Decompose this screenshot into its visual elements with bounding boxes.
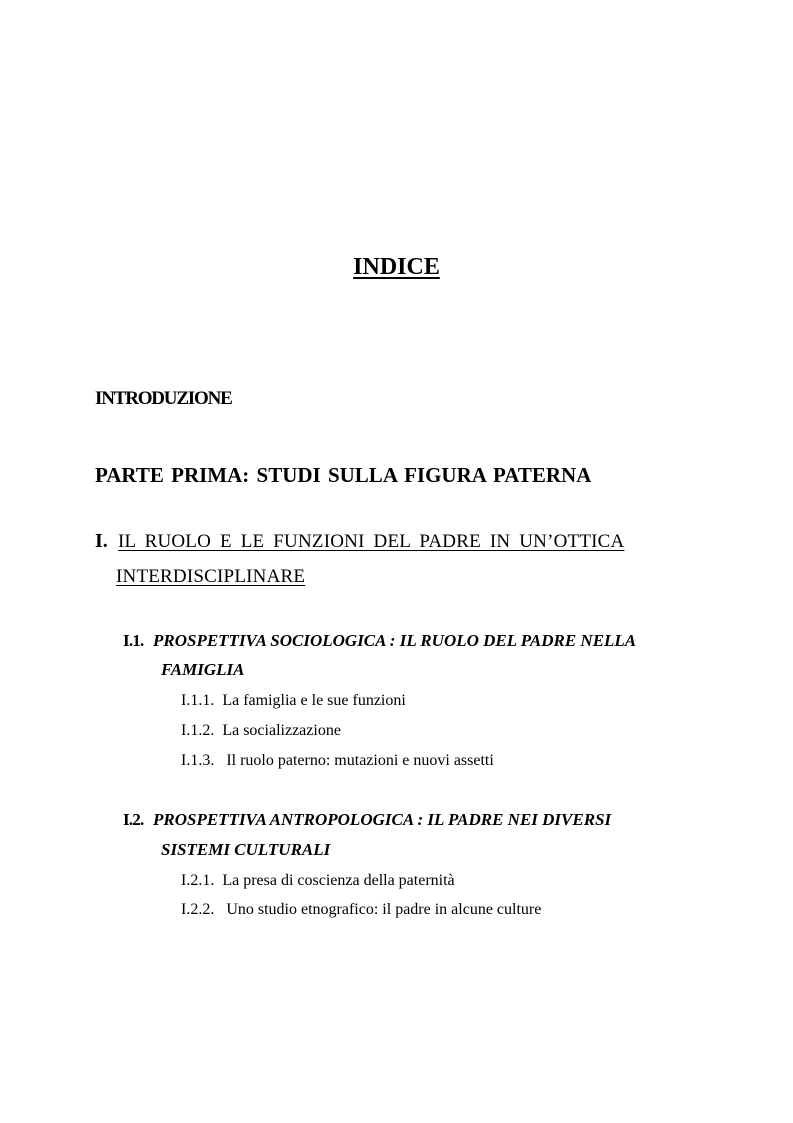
subsection-title: Il ruolo paterno: mutazioni e nuovi assetti: [226, 752, 494, 769]
subsection-number: I.1.3.: [181, 752, 215, 769]
introduction-entry: INTRODUZIONE: [95, 388, 232, 409]
subsection-entry: [181, 722, 341, 740]
subsection-number: I.2.2.: [181, 901, 215, 918]
subsection-number: I.1.2.: [181, 722, 215, 739]
section-title-line1: PROSPETTIVA ANTROPOLOGICA : IL PADRE NEI DIVERSI: [153, 810, 612, 829]
subsection-entry: [181, 872, 455, 890]
chapter-title-line1: IL RUOLO E LE FUNZIONI DEL PADRE IN UN’OTTICA: [118, 531, 625, 552]
section-title-line1: PROSPETTIVA SOCIOLOGICA : IL RUOLO DEL PADRE NELLA: [153, 631, 637, 650]
subsection-title: La presa di coscienza della paternità: [222, 872, 455, 889]
chapter-title-line2: INTERDISCIPLINARE: [116, 566, 306, 587]
section-title-line2: SISTEMI CULTURALI: [161, 840, 331, 859]
subsection-number: I.1.1.: [181, 692, 215, 709]
subsection-number: I.2.1.: [181, 872, 215, 889]
subsection-title: La socializzazione: [222, 722, 341, 739]
subsection-title: La famiglia e le sue funzioni: [222, 692, 406, 709]
section-number: I.1.: [123, 631, 144, 650]
chapter-number: I.: [95, 530, 108, 552]
section-title-line2: FAMIGLIA: [161, 660, 245, 679]
subsection-title: Uno studio etnografico: il padre in alcune culture: [226, 901, 542, 918]
subsection-entry: [181, 752, 494, 770]
subsection-entry: [181, 692, 406, 710]
part-heading: PARTE PRIMA: STUDI SULLA FIGURA PATERNA: [95, 463, 592, 487]
subsection-entry: [181, 901, 541, 919]
section-number: I.2.: [123, 810, 144, 829]
page-title: INDICE: [353, 254, 440, 280]
